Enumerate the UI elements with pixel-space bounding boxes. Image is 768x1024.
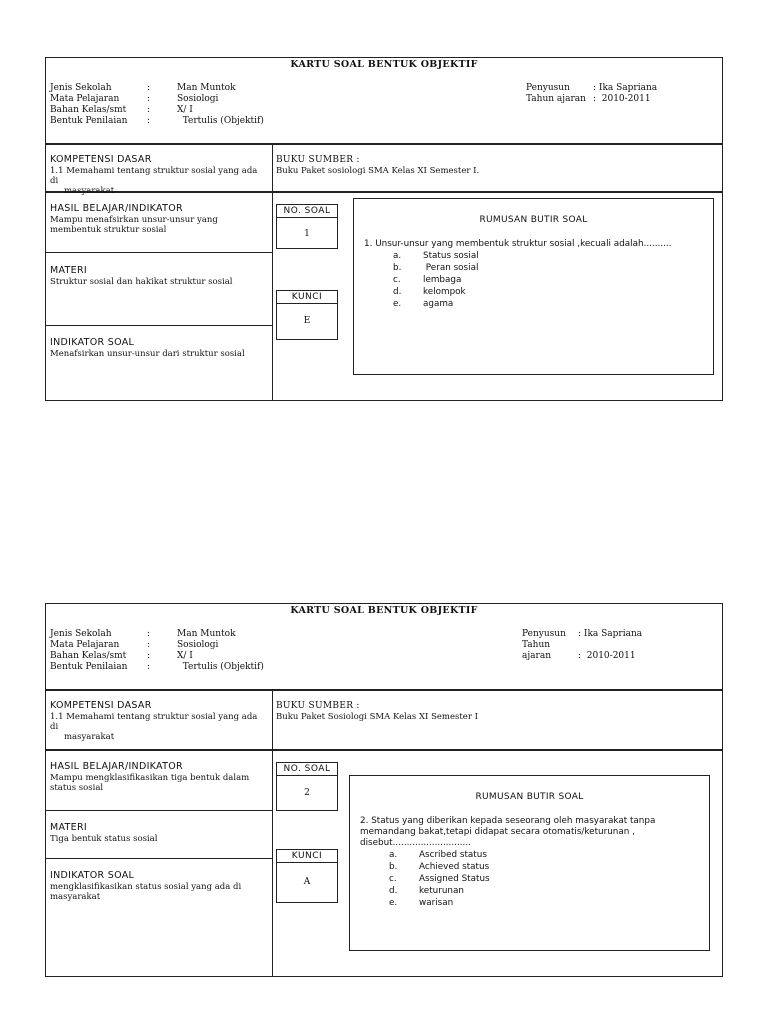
option-text: Status sosial [423, 251, 479, 261]
kunci-label: KUNCI [277, 850, 337, 863]
kompetensi-text: 1.1 Memahami tentang struktur sosial yang ada di [50, 166, 258, 186]
value-bentuk-penilaian: Tertulis (Objektif) [177, 116, 264, 126]
buku-sumber-section [276, 155, 706, 176]
option-letter: e. [389, 898, 398, 908]
buku-sumber-section [276, 701, 706, 722]
divider [46, 325, 272, 326]
header-info [50, 83, 264, 127]
no-soal-box [276, 204, 338, 249]
option-item [389, 897, 709, 909]
separator: : [147, 640, 151, 650]
materi-text: Tiga bentuk status sosial [50, 834, 158, 844]
option-item [393, 274, 713, 286]
option-letter: b. [393, 263, 402, 273]
separator: : [147, 94, 151, 104]
divider [46, 858, 272, 859]
hasil-belajar-text: Mampu mengklasifikasikan tiga bentuk dalam status sosial [50, 773, 250, 793]
column-divider [272, 144, 273, 400]
value-tahun-ajaran: : 2010-2011 [578, 651, 636, 661]
rumusan-butir-soal-box [349, 775, 710, 951]
divider [46, 749, 722, 751]
indikator-title: INDIKATOR SOAL [50, 870, 135, 881]
option-letter: c. [389, 874, 397, 884]
value-bahan-kelas: X/ I [177, 105, 193, 115]
divider [46, 143, 722, 145]
divider [46, 252, 272, 253]
separator: : [147, 83, 151, 93]
option-item [389, 849, 709, 861]
no-soal-label: NO. SOAL [277, 763, 337, 776]
option-item [393, 298, 713, 310]
materi-title: MATERI [50, 265, 87, 276]
card-title: KARTU SOAL BENTUK OBJEKTIF [290, 59, 478, 70]
label-tahun-ajaran: Tahun ajaran [526, 94, 586, 104]
card-title: KARTU SOAL BENTUK OBJEKTIF [290, 605, 478, 616]
kunci-box [276, 849, 338, 903]
hasil-belajar-text: Mampu menafsirkan unsur-unsur yang membentuk struktur sosial [50, 215, 218, 235]
buku-sumber-title: BUKU SUMBER : [276, 155, 360, 165]
label-bahan-kelas: Bahan Kelas/smt [50, 105, 127, 115]
divider [46, 810, 272, 811]
question-text: 1. Unsur-unsur yang membentuk struktur sosial ,kecuali adalah.......... [364, 239, 672, 249]
no-soal-label: NO. SOAL [277, 205, 337, 218]
label-jenis-sekolah: Jenis Sekolah [50, 83, 112, 93]
option-item [393, 250, 713, 262]
kunci-box [276, 290, 338, 340]
hasil-belajar-section [50, 762, 268, 793]
option-text: Achieved status [419, 862, 490, 872]
option-letter: d. [393, 287, 402, 297]
option-item [389, 885, 709, 897]
no-soal-box [276, 762, 338, 811]
indikator-soal-section [50, 338, 268, 359]
indikator-soal-section [50, 871, 268, 902]
label-tahun-ajaran: Tahun ajaran [522, 640, 551, 661]
materi-section [50, 266, 268, 287]
header-author [526, 83, 657, 105]
rumusan-title: RUMUSAN BUTIR SOAL [475, 792, 584, 802]
column-divider [272, 690, 273, 976]
materi-section [50, 823, 268, 844]
option-text: kelompok [423, 287, 466, 297]
label-bentuk-penilaian: Bentuk Penilaian [50, 116, 128, 126]
option-list [350, 849, 709, 909]
option-text: keturunan [419, 886, 464, 896]
hasil-belajar-section [50, 204, 268, 235]
materi-title: MATERI [50, 822, 87, 833]
materi-text: Struktur sosial dan hakikat struktur sosial [50, 277, 233, 287]
option-letter: a. [393, 251, 402, 261]
label-bahan-kelas: Bahan Kelas/smt [50, 651, 127, 661]
option-text: Assigned Status [419, 874, 490, 884]
option-letter: e. [393, 299, 402, 309]
option-item [389, 861, 709, 873]
value-penyusun: : Ika Sapriana [593, 83, 658, 93]
kartu-soal-card-1 [45, 57, 723, 401]
indikator-text: mengklasifikasikan status sosial yang ada di masyarakat [50, 882, 242, 902]
rumusan-title: RUMUSAN BUTIR SOAL [479, 215, 588, 225]
header-info [50, 629, 264, 673]
value-jenis-sekolah: Man Muntok [177, 83, 236, 93]
label-bentuk-penilaian: Bentuk Penilaian [50, 662, 128, 672]
no-soal-value: 1 [304, 229, 310, 239]
value-penyusun: : Ika Sapriana [578, 629, 643, 639]
hasil-belajar-title: HASIL BELAJAR/INDIKATOR [50, 203, 183, 214]
option-letter: a. [389, 850, 398, 860]
option-item [389, 873, 709, 885]
kunci-value: E [303, 316, 311, 326]
value-bahan-kelas: X/ I [177, 651, 193, 661]
kompetensi-text: 1.1 Memahami tentang struktur sosial yang ada di [50, 712, 258, 732]
separator: : [147, 116, 151, 126]
indikator-text: Menafsirkan unsur-unsur dari struktur sosial [50, 349, 245, 359]
option-letter: c. [393, 275, 401, 285]
option-text: agama [423, 299, 454, 309]
option-text: lembaga [423, 275, 462, 285]
label-mata-pelajaran: Mata Pelajaran [50, 640, 120, 650]
kompetensi-dasar-section [50, 701, 268, 742]
option-item [393, 262, 713, 274]
kompetensi-title: KOMPETENSI DASAR [50, 700, 152, 711]
hasil-belajar-title: HASIL BELAJAR/INDIKATOR [50, 761, 183, 772]
label-penyusun: Penyusun [526, 83, 570, 93]
label-jenis-sekolah: Jenis Sekolah [50, 629, 112, 639]
option-list [354, 250, 713, 310]
option-text: Ascribed status [419, 850, 487, 860]
label-mata-pelajaran: Mata Pelajaran [50, 94, 120, 104]
kompetensi-dasar-section [50, 155, 268, 196]
kunci-label: KUNCI [277, 291, 337, 304]
option-item [393, 286, 713, 298]
separator: : [147, 105, 151, 115]
buku-sumber-title: BUKU SUMBER : [276, 701, 360, 711]
indikator-title: INDIKATOR SOAL [50, 337, 135, 348]
separator: : [147, 662, 151, 672]
rumusan-butir-soal-box [353, 198, 714, 375]
option-text: warisan [419, 898, 454, 908]
kompetensi-text-cont: masyarakat [64, 186, 115, 196]
option-letter: b. [389, 862, 398, 872]
header-author [522, 629, 642, 662]
option-letter: d. [389, 886, 398, 896]
value-jenis-sekolah: Man Muntok [177, 629, 236, 639]
label-penyusun: Penyusun [522, 629, 566, 639]
question-text: 2. Status yang diberikan kepada seseorang oleh masyarakat tanpa memandang bakat,tetapi didapat secara otomatis/keturunan , disebut............................ [360, 816, 656, 848]
divider [46, 689, 722, 691]
value-tahun-ajaran: : 2010-2011 [593, 94, 651, 104]
separator: : [147, 651, 151, 661]
kompetensi-title: KOMPETENSI DASAR [50, 154, 152, 165]
kartu-soal-card-2 [45, 603, 723, 977]
value-mata-pelajaran: Sosiologi [177, 94, 219, 104]
kunci-value: A [303, 877, 311, 887]
option-text: Peran sosial [423, 263, 479, 273]
buku-sumber-text: Buku Paket Sosiologi SMA Kelas XI Semester I [276, 712, 478, 722]
value-mata-pelajaran: Sosiologi [177, 640, 219, 650]
buku-sumber-text: Buku Paket sosiologi SMA Kelas XI Semester I. [276, 166, 480, 176]
no-soal-value: 2 [304, 788, 310, 798]
value-bentuk-penilaian: Tertulis (Objektif) [177, 662, 264, 672]
kompetensi-text-cont: masyarakat [64, 732, 115, 742]
separator: : [147, 629, 151, 639]
